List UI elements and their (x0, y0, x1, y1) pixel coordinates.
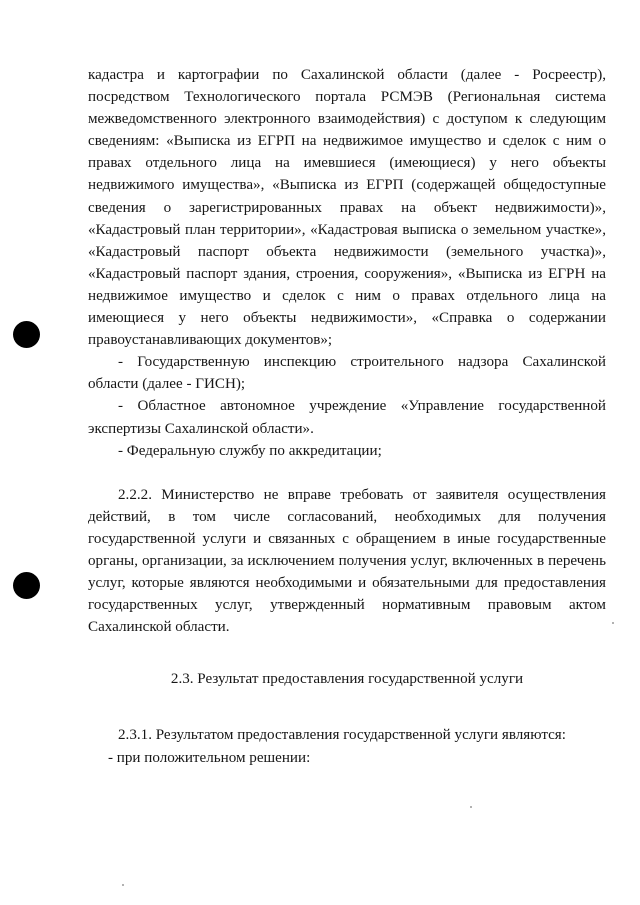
paragraph-gisn: - Государственную инспекцию строительного надзора Сахалинской области (далее - ГИСН); (88, 354, 606, 393)
paragraph-2-3-1: 2.3.1. Результатом предоставления государственной услуги являются: (118, 727, 566, 744)
paragraph-2-2-2: 2.2.2. Министерство не вправе требовать от заявителя осуществления действий, в том числе согласований, необходимых для получения государственной услуги и связанных с обращением в иные государственные органы, организации, за исключением получения услуг, включенных в перечень услуг, которые являются необходимыми и обязательными для предоставления государственных услуг, утвержденный нормативным правовым актом Сахалинской области. (88, 486, 606, 636)
section-heading-2-3: 2.3. Результат предоставления государственной услуги (170, 671, 524, 688)
binder-hole (13, 572, 40, 599)
scan-speck (470, 806, 472, 808)
paragraph-expertise: - Областное автономное учреждение «Управление государственной экспертизы Сахалинской области». (88, 398, 606, 437)
scan-speck (122, 884, 124, 886)
paragraph-rosreestr: кадастра и картографии по Сахалинской области (далее - Росреестр), посредством Технологического портала РСМЭВ (Региональная система межведомственного электронного взаимодействия) с доступом к следующим сведениям: «Выписка из ЕГРП на недвижимое имущество и сделок с ним о правах отдельного лица на имевшиеся (имеющиеся) у него объекты недвижимого имущества», «Выписка из ЕГРП (содержащей общедоступные сведения о зарегистрированных правах на объект недвижимости)», «Кадастровый план территории», «Кадастровая выписка о земельном участке», «Кадастровый паспорт объекта недвижимости (земельного участка)», «Кадастровый паспорт здания, строения, сооружения», «Выписка из ЕГРН на недвижимое имущество и сделок с ним о правах отдельного лица на имеющиеся у него объекты недвижимости», «Справка о содержании правоустанавливающих документов»; (88, 67, 606, 349)
paragraph-accreditation: - Федеральную службу по аккредитации; (118, 442, 382, 459)
document-body (88, 64, 606, 769)
paragraph-positive-decision: - при положительном решении: (108, 749, 311, 766)
scan-speck (612, 622, 614, 624)
binder-hole (13, 321, 40, 348)
